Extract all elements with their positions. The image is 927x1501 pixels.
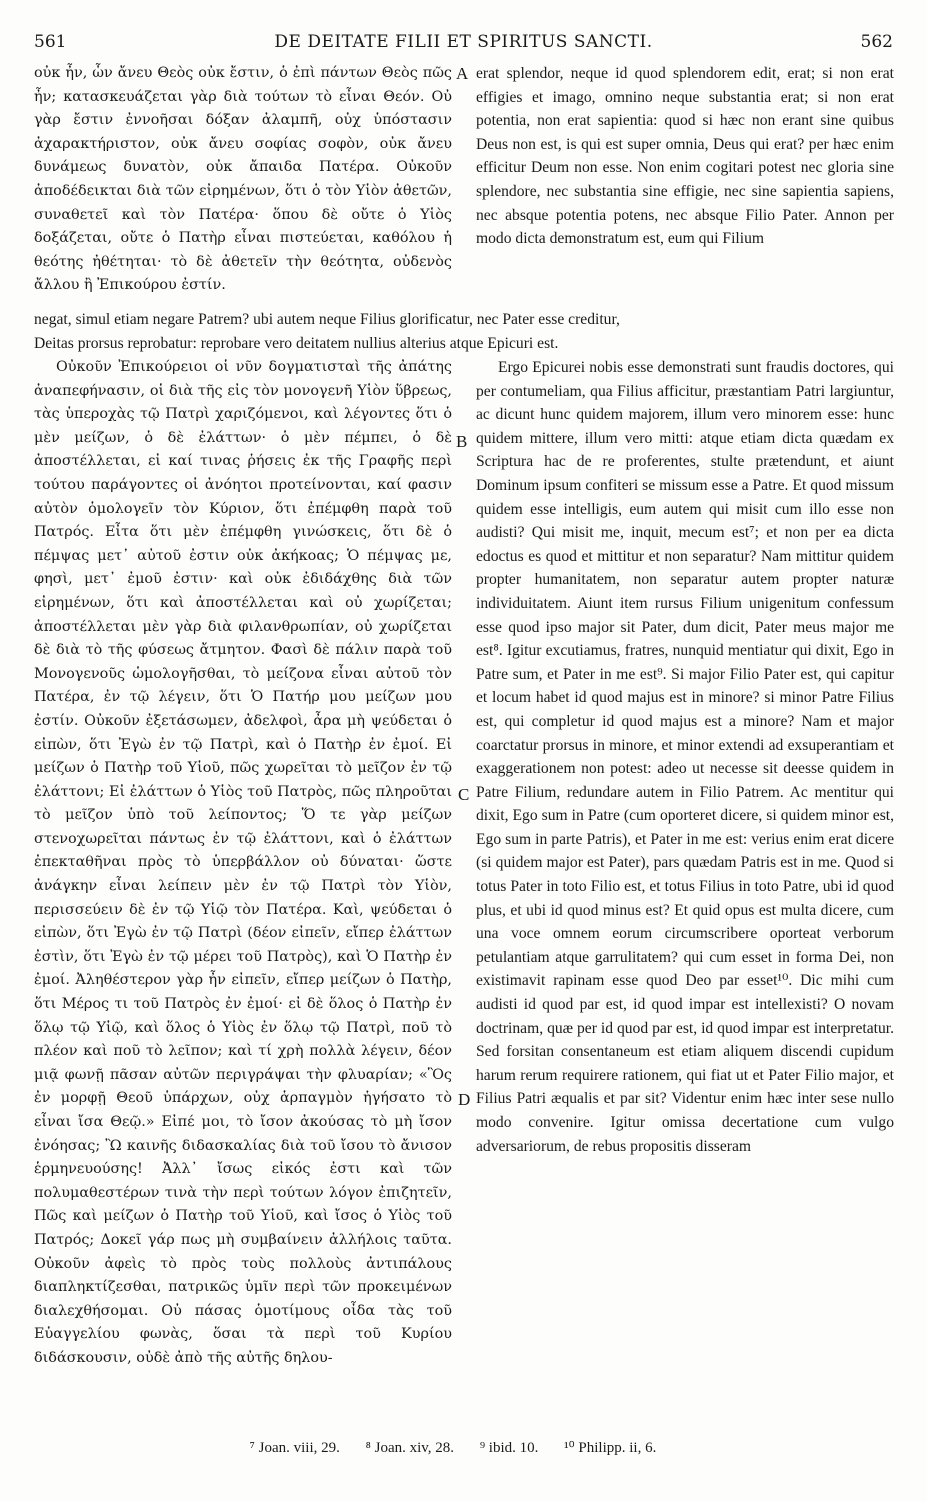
footnotes [34, 1438, 894, 1457]
footnote-9: ⁹ ibid. 10. [479, 1440, 539, 1456]
spanning-line-1: negat, simul etiam negare Patrem? ubi autem neque Filius glorificatur, nec Pater esse creditur, [34, 311, 620, 328]
greek-paragraph-main: Οὐκοῦν Ἐπικούρειοι οἱ νῦν δογματισταὶ τῆς ἀπάτης ἀναπεφήνασιν, οἱ διὰ τῆς εἰς τὸν μονογενῆ Υἱὸν ὕβρεως, τὰς ὑπεροχὰς τῷ Πατρὶ χαριζόμενοι, καὶ λέγοντες ὅτι ὁ μὲν μείζων, ὁ δὲ ἐλάττων· ὁ μὲν πέμπει, ὁ δὲ ἀποστέλλεται, εἰ καί τινας ῥήσεις ἐκ τῆς Γραφῆς περὶ τούτου παράγοντες οἱ ἀνόητοι προτείνονται, καί φασιν αὐτὸν ὁμολογεῖν τὸν Κύριον, ὅτι ἐπέμφθη παρὰ τοῦ Πατρός. Εἶτα ὅτι μὲν ἐπέμφθη γινώσκεις, ὅτι δὲ ὁ πέμψας μετ᾽ αὐτοῦ ἐστιν οὐκ ἀκήκοας; Ὁ πέμψας με, φησὶ, μετ᾽ ἐμοῦ ἐστιν· καὶ οὐκ ἐδιδάχθης διὰ τῶν εἰρημένων, ὅτι καὶ ἀποστέλλεται καὶ οὐ χωρίζεται; ἀποστέλλεται μὲν γὰρ διὰ φιλανθρωπίαν, οὐ χωρίζεται δὲ διὰ τὸ τῆς φύσεως ἄτμητον. Φασὶ δὲ πάλιν παρὰ τοῦ Μονογενοῦς ὡμολογῆσθαι, τὸ μείζονα εἶναι αὐτοῦ τὸν Πατέρα, ἐν τῷ λέγειν, ὅτι Ὁ Πατήρ μου μείζων μου ἐστίν. Οὐκοῦν ἐξετάσωμεν, ἀδελφοὶ, ἆρα μὴ ψεύδεται ὁ εἰπὼν, ὅτι Ἐγὼ ἐν τῷ Πατρὶ, καὶ ὁ Πατὴρ ἐν ἐμοί. Εἰ μείζων ὁ Πατὴρ τοῦ Υἱοῦ, πῶς χωρεῖται τὸ μεῖζον ἐν τῷ ἐλάττονι; Εἰ ἐλάττων ὁ Υἱὸς τοῦ Πατρὸς, πῶς πληροῦται τὸ μεῖζον ὑπὸ τοῦ λείποντος; Ὅ τε γὰρ μείζων στενοχωρεῖται πάντως ἐν τῷ ἐλάττονι, καὶ ὁ ἐλάττων ἐπεκταθῆναι πρὸς τὸ ὑπερβάλλον οὐ δύναται· ὥστε ἀνάγκην εἶναι λείπειν μὲν ἐν τῷ Πατρὶ τὸν Υἱὸν, περισσεύειν δὲ ἐν τῷ Υἱῷ τὸν Πατέρα. Καὶ, ψεύδεται ὁ εἰπὼν, ὅτι Ἐγὼ ἐν τῷ Πατρὶ (δέον εἰπεῖν, εἴπερ ἐλάττων ἐστὶν, ὅτι Ἐγὼ ἐν τῷ μέρει τοῦ Πατρὸς), καὶ Ὁ Πατὴρ ἐν ἐμοί. Ἀληθέστερον γὰρ ἦν εἰπεῖν, εἴπερ μείζων ὁ Πατὴρ, ὅτι Μέρος τι τοῦ Πατρὸς ἐν ἐμοί· εἰ δὲ ὅλος ὁ Πατὴρ ἐν ὅλῳ τῷ Υἱῷ, καὶ ὅλος ὁ Υἱὸς ἐν ὅλῳ τῷ Πατρὶ, ποῦ τὸ πλέον καὶ ποῦ τὸ λεῖπον; καὶ τί χρὴ πολλὰ λέγειν, δέον μιᾷ φωνῇ πᾶσαν αὐτῶν περιγράψαι τὴν φλυαρίαν; «Ὃς ἐν μορφῇ Θεοῦ ὑπάρχων, οὐχ ἁρπαγμὸν ἡγήσατο τὸ εἶναι ἴσα Θεῷ.» Εἰπέ μοι, τὸ ἴσον ἀκούσας τὸ μὴ ἴσον ἐνόησας; Ὢ καινῆς διδασκαλίας διὰ τοῦ ἴσου τὸ ἄνισον ἑρμηνευούσης! Ἀλλ᾽ ἴσως εἰκός ἐστι καὶ τῶν πολυμαθεστέρων τινὰ τὴν περὶ τούτων λόγον ἐπιζητεῖν, Πῶς καὶ μείζων ὁ Πατὴρ τοῦ Υἱοῦ, καὶ ἴσος ὁ Υἱὸς τοῦ Πατρός; Δοκεῖ γάρ πως μὴ συμβαίνειν ἀλλήλοις ταῦτα. Οὐκοῦν ἀφεὶς τὸ πρὸς τοὺς πολλοὺς ἀντιπάλους διαπληκτίζεσθαι, πατρικῶς ὑμῖν περὶ τῶν προκειμένων διαλεχθήσομαι. Οὐ πάσας ὁμοτίμους οἶδα τὰς τοῦ Εὐαγγελίου φωνὰς, ὅσαι τὰ περὶ τοῦ Κυρίου διδάσκουσιν, οὐδὲ ἀπὸ τῆς αὐτῆς δηλου- [34, 359, 452, 1366]
footnote-7: ⁷ Joan. viii, 29. [249, 1440, 340, 1456]
margin-marker-a: A [456, 64, 469, 83]
footnote-10: ¹⁰ Philipp. ii, 6. [564, 1440, 657, 1456]
right-page-number: 562 [860, 32, 893, 52]
greek-paragraph-top: οὐκ ἦν, ὧν ἄνευ Θεὸς οὐκ ἔστιν, ὁ ἐπὶ πάντων Θεὸς πῶς ἦν; κατασκευάζεται γὰρ διὰ τούτων τὸ εἶναι Θεόν. Οὐ γὰρ ἔστιν ἐννοῆσαι δόξαν ἀλαμπῆ, οὐχ ὑπόστασιν ἀχαρακτήριστον, οὐκ ἄνευ σοφίας σοφὸν, οὐκ ἄνευ δυνάμεως δυνατὸν, οὐκ ἄπαιδα Πατέρα. Οὐκοῦν ἀποδέδεικται διὰ τῶν εἰρημένων, ὅτι ὁ τὸν Υἱὸν ἀθετῶν, συναθετεῖ καὶ τὸν Πατέρα· ὅπου δὲ οὔτε ὁ Υἱὸς δοξάζεται, οὔτε ὁ Πατὴρ εἶναι πιστεύεται, καθόλου ἡ θεότης ἠθέτηται· τὸ δὲ ἀθετεῖν τὴν θεότητα, οὐδενὸς ἄλλου ἢ Ἐπικούρου ἐστίν. [34, 65, 452, 294]
spanning-line-2: Deitas prorsus reprobatur: reprobare vero deitatem nullius alterius atque Epicuri est. [34, 334, 559, 352]
running-header [34, 32, 893, 54]
running-title: DE DEITATE FILII ET SPIRITUS SANCTI. [274, 32, 653, 52]
latin-paragraph-top: erat splendor, neque id quod splendorem edit, erat; si non erat effigies et imago, omnino neque substantia erat; si non erat potentia, non erat sapientia: quod si hæc non erant sine quibus Deus non est, is qui est super omnia, Deus qui erat? per hæc enim efficitur Deum non esse. Non enim cogitari potest nec gloria sine splendore, nec substantia sine effigie, nec sine sapientia sapiens, nec absque potentia potens, nec absque Filio Pater. Annon per modo dicta demonstratum est, eum qui Filium [476, 65, 894, 248]
footnote-8: ⁸ Joan. xiv, 28. [365, 1440, 455, 1456]
greek-column-main [34, 356, 452, 1406]
latin-column-main [476, 356, 894, 1406]
latin-paragraph-main: Ergo Epicurei nobis esse demonstrati sunt fraudis doctores, qui per contumeliam, qua Filius afficitur, præstantiam Patri largiuntur, ac dicunt hunc quidem majorem, illum vero minorem esse: hunc quidem mittere, illum vero mitti: atque etiam dicta quædam ex Scriptura hac de re proferentes, stulte prætendunt, et aiunt Dominum ipsum confiteri se missum esse a Patre. Et quod missum quidem esse intelligis, eum autem qui misit cum illo esse non audisti? Qui misit me, inquit, mecum est⁷; et non per ea dicta edoctus es quod et mittitur et non separatur? Nam mittitur quidem propter humanitatem, non separatur autem propter naturæ individuitatem. Aiunt item rursus Filium unigenitum confessum esse quod ipso major sit Pater, dum dicit, Pater meus major me est⁸. Igitur excutiamus, fratres, nunquid mentiatur qui dixit, Ego in Patre sum, et Pater in me est⁹. Si major Filio Pater est, qui capitur et locum habet id quod majus est in minore? si minor Patre Filius est, qui completur id quod majus est a minore? Nam et major coarctatur prorsus in minore, et minor extendi ad exsuperantiam et exaggerationem non potest: adeo ut necesse sit deesse quidem in Patre Filium, redundare autem in Filio Patrem. Ac mentitur qui dixit, Ego sum in Patre (cum oporteret dicere, si quidem minor est, Ego sum in parte Patris), et Pater in me est: verius enim erat dicere (si quidem major est Pater), pars quædam Patris est in me. Quod si totus Pater in toto Filio est, et totus Filius in toto Patre, ubi id quod plus, et ubi id quod minus est? Et quid opus est multa dicere, cum una voce omnem eorum circumscribere oporteat verborum petulantiam atque garrulitatem? qui cum esset in forma Dei, non existimavit rapinam esse quod Deo par esset¹⁰. Dic mihi cum audisti id quod par est, id quod impar est intellexisti? O novam doctrinam, quæ per id quod par est, id quod impar est interpretatur. Sed forsitan consentaneum est etiam aliquem discendi cupidum harum rerum requirere rationem, qui fiat ut et Pater Filio major, et Filius Patri æqualis et par sit? Videntur enim hæc inter sese nullo modo convenire. Igitur omissa decertatione cum vulgo adversariorum, de rebus propositis disseram [476, 359, 894, 1155]
margin-marker-b: B [456, 432, 468, 451]
spanning-latin-lines [34, 308, 894, 355]
greek-column-top [34, 62, 452, 302]
latin-column-top [476, 62, 894, 302]
margin-marker-d: D [458, 1090, 471, 1109]
margin-marker-c: C [458, 785, 470, 804]
left-page-number: 561 [34, 32, 67, 52]
